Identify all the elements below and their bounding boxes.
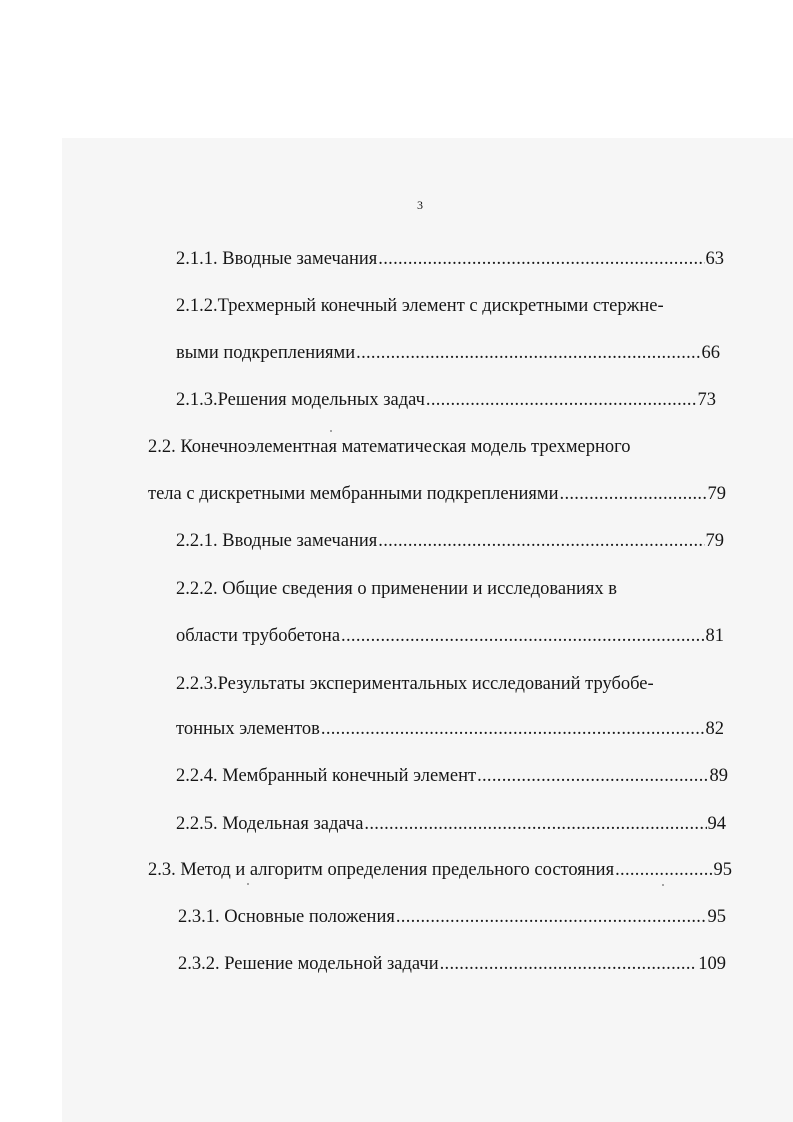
toc-entry-page: 109 <box>698 954 726 974</box>
toc-leader-dots <box>396 905 707 929</box>
toc-entry-title: 2.1.1. Вводные замечания <box>176 249 378 269</box>
toc-entry-2-1-2 <box>176 341 720 365</box>
toc-entry-2-2-2 <box>176 624 724 648</box>
toc-entry-2-2-4 <box>176 764 728 788</box>
toc-entry-2-1-2-line-1: 2.1.2.Трехмерный конечный элемент с дискретными стержне- <box>176 296 664 316</box>
toc-entry-title: выми подкреплениями <box>176 343 356 363</box>
toc-entry-page: 81 <box>705 626 724 646</box>
toc-entry-2-3-1 <box>178 905 726 929</box>
toc-entry-page: 79 <box>705 531 724 551</box>
toc-entry-2-2-line-1: 2.2. Конечноэлементная математическая модель трехмерного <box>148 437 631 457</box>
toc-entry-title: 2.3.1. Основные положения <box>178 907 395 927</box>
toc-entry-page: 73 <box>697 390 716 410</box>
toc-entry-2-2-3-line-1: 2.2.3.Результаты экспериментальных исследований трубобе- <box>176 674 654 694</box>
toc-entry-page: 66 <box>701 343 720 363</box>
toc-entry-page: 89 <box>709 766 728 786</box>
toc-leader-dots <box>615 858 712 882</box>
toc-leader-dots <box>477 764 708 788</box>
toc-entry-title: области трубобетона <box>176 626 341 646</box>
toc-entry-page: 63 <box>705 249 724 269</box>
page-number: 3 <box>417 198 423 212</box>
scan-speck <box>330 430 332 432</box>
toc-leader-dots <box>341 624 704 648</box>
toc-leader-dots <box>364 812 706 836</box>
toc-leader-dots <box>440 952 698 976</box>
toc-entry-2-2-2-line-1: 2.2.2. Общие сведения о применении и исследованиях в <box>176 579 617 599</box>
toc-leader-dots <box>321 717 705 741</box>
toc-entry-title: 2.2.1. Вводные замечания <box>176 531 378 551</box>
toc-entry-page: 95 <box>707 907 726 927</box>
toc-leader-dots <box>378 529 704 553</box>
toc-entry-page: 82 <box>705 719 724 739</box>
toc-entry-2-2-5 <box>176 812 726 836</box>
toc-leader-dots <box>378 247 704 271</box>
toc-entry-title: тела с дискретными мембранными подкреплениями <box>148 484 559 504</box>
toc-entry-2-2 <box>148 482 726 506</box>
toc-entry-title: 2.1.3.Решения модельных задач <box>176 390 425 410</box>
toc-entry-2-2-3 <box>176 717 724 741</box>
toc-entry-2-3 <box>148 858 732 882</box>
toc-entry-title: 2.3.2. Решение модельной задачи <box>178 954 439 974</box>
toc-leader-dots <box>560 482 707 506</box>
toc-entry-page: 94 <box>707 814 726 834</box>
toc-entry-2-2-1 <box>176 529 724 553</box>
toc-entry-2-1-1 <box>176 247 724 271</box>
toc-entry-2-3-2 <box>178 952 726 976</box>
toc-entry-page: 95 <box>713 860 732 880</box>
toc-leader-dots <box>426 388 697 412</box>
toc-entry-title: 2.2.4. Мембранный конечный элемент <box>176 766 477 786</box>
toc-entry-page: 79 <box>707 484 726 504</box>
scan-speck <box>247 883 249 885</box>
toc-entry-2-1-3 <box>176 388 716 412</box>
toc-entry-title: 2.3. Метод и алгоритм определения предельного состояния <box>148 860 615 880</box>
scan-speck <box>662 884 664 886</box>
toc-entry-title: 2.2.5. Модельная задача <box>176 814 364 834</box>
toc-leader-dots <box>356 341 700 365</box>
toc-entry-title: тонных элементов <box>176 719 320 739</box>
